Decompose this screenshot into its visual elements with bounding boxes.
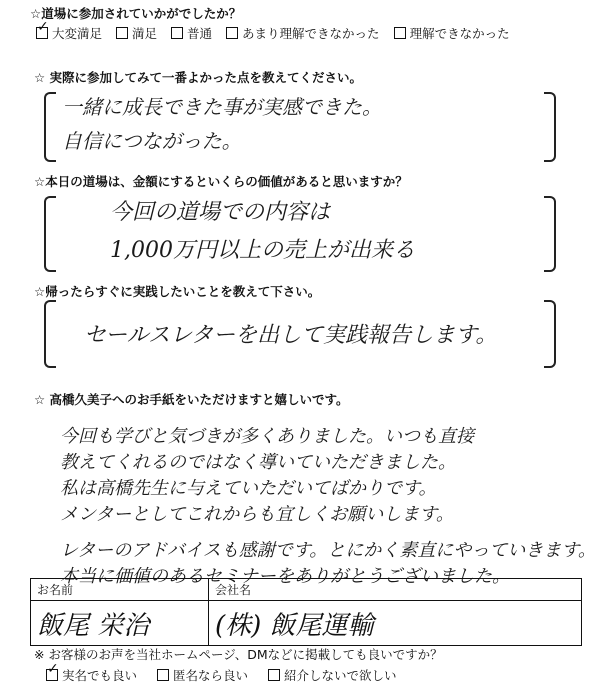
publish-options: [46, 666, 397, 684]
option-not-understood[interactable]: 理解できなかった: [394, 24, 510, 42]
answer-action: セールスレターを出して実践報告します。: [84, 323, 498, 348]
checkbox-icon[interactable]: [171, 27, 183, 39]
option-satisfied[interactable]: 満足: [116, 24, 157, 42]
question-letter: ☆ 高橋久美子へのお手紙をいただけますと嬉しいです。: [34, 392, 349, 407]
checkbox-icon[interactable]: [226, 27, 238, 39]
name-value: 飯尾 栄治: [31, 601, 209, 646]
option-normal[interactable]: 普通: [171, 24, 212, 42]
answer-bracket-left: [44, 196, 56, 272]
company-header: 会社名: [209, 579, 582, 601]
answer-bracket-right: [544, 300, 556, 368]
option-very-satisfied[interactable]: ✓大変満足: [36, 24, 102, 42]
answer-bracket-left: [44, 300, 56, 368]
checkbox-icon[interactable]: [394, 27, 406, 39]
checkbox-icon[interactable]: [116, 27, 128, 39]
name-header: お名前: [31, 579, 209, 601]
answer-bracket-right: [544, 92, 556, 162]
name-company-table: [30, 578, 582, 646]
company-value: (株) 飯尾運輸: [209, 601, 582, 646]
answer-bracket-right: [544, 196, 556, 272]
checked-box-icon[interactable]: [36, 27, 48, 39]
option-real-name[interactable]: ✓実名でも良い: [46, 666, 137, 684]
checkbox-icon[interactable]: [157, 669, 169, 681]
checked-box-icon[interactable]: [46, 669, 58, 681]
answer-bracket-left: [44, 92, 56, 162]
question-best-point: ☆ 実際に参加してみて一番よかった点を教えてください。: [34, 70, 363, 85]
option-do-not-introduce[interactable]: 紹介しないで欲しい: [268, 666, 397, 684]
question-action: ☆帰ったらすぐに実践したいことを教えて下さい。: [34, 284, 321, 299]
option-not-understood-much[interactable]: あまり理解できなかった: [226, 24, 380, 42]
satisfaction-options: [36, 24, 510, 42]
answer-best-point: 一緒に成長できた事が実感できた。 自信につながった。: [62, 95, 382, 153]
question-satisfaction: ☆道場に参加されていかがでしたか？: [30, 6, 242, 21]
question-publish-permission: ※ お客様のお声を当社ホームページ、DMなどに掲載しても良いですか？: [34, 647, 443, 662]
question-value: ☆本日の道場は、金額にするといくらの価値があると思いますか？: [34, 174, 408, 189]
answer-value: 今回の道場での内容は 1,000万円以上の売上が出来る: [110, 200, 415, 263]
option-anonymous[interactable]: 匿名なら良い: [157, 666, 248, 684]
checkbox-icon[interactable]: [268, 669, 280, 681]
answer-letter: 今回も学びと気づきが多くありました。いつも直接 教えてくれるのではなく導いていただきました。 私は高橋先生に与えていただいてばかりです。 メンターとしてこれからも宜しくお願いします。 レターのアドバイスも感謝です。とにかく素直にやっていきます。 本当に価値のあるセミナーをありがとうございました。: [60, 426, 596, 587]
